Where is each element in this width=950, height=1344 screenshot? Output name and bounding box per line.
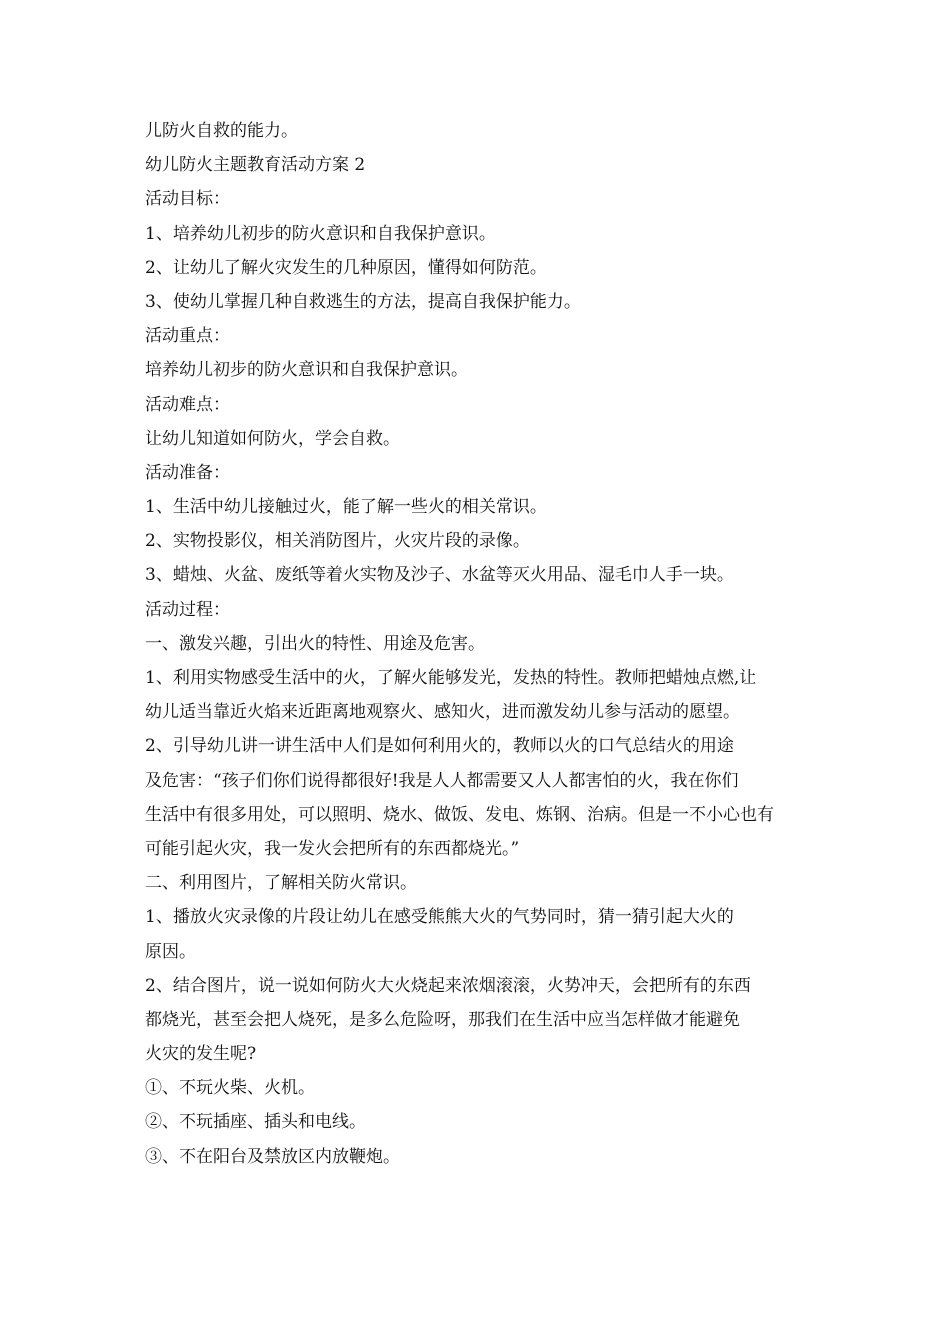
heading-process: 活动过程： [145, 599, 230, 620]
text-line: 可能引起火灾，我一发火会把所有的东西都烧光。” [145, 838, 520, 859]
text-line: 都烧光，甚至会把人烧死，是多么危险呀，那我们在生活中应当怎样做才能避免 [145, 1009, 740, 1030]
heading-key-points: 活动重点： [145, 326, 230, 347]
section-title: 幼儿防火主题教育活动方案 2 [145, 155, 366, 176]
goal-item-2: 2、让幼儿了解火灾发生的几种原因，懂得如何防范。 [145, 257, 547, 278]
preparation-item-3: 3、蜡烛、火盆、废纸等着火实物及沙子、水盆等灭火用品、湿毛巾人手一块。 [145, 565, 734, 586]
heading-preparation: 活动准备： [145, 462, 230, 483]
key-point-text: 培养幼儿初步的防火意识和自我保护意识。 [145, 360, 468, 381]
list-item: ①、不玩火柴、火机。 [145, 1078, 315, 1099]
text-line: 生活中有很多用处，可以照明、烧水、做饭、发电、炼钢、治病。但是一不小心也有 [145, 804, 774, 825]
difficulty-text: 让幼儿知道如何防火，学会自救。 [145, 428, 400, 449]
document-body [145, 114, 810, 1174]
list-item: ③、不在阳台及禁放区内放鞭炮。 [145, 1146, 400, 1167]
heading-difficulties: 活动难点： [145, 394, 230, 415]
process-step-1-heading: 一、激发兴趣，引出火的特性、用途及危害。 [145, 633, 485, 654]
text-line: 2、结合图片，说一说如何防火大火烧起来浓烟滚滚，火势冲天，会把所有的东西 [145, 975, 751, 996]
text-line: 火灾的发生呢? [145, 1044, 257, 1065]
text-line: 原因。 [145, 941, 196, 962]
text-line: 儿防火自救的能力。 [145, 121, 298, 141]
text-line: 幼儿适当靠近火焰来近距离地观察火、感知火，进而激发幼儿参与活动的愿望。 [145, 702, 740, 723]
heading-goals: 活动目标： [145, 189, 230, 210]
goal-item-3: 3、使幼儿掌握几种自救逃生的方法，提高自我保护能力。 [145, 291, 581, 312]
list-item: ②、不玩插座、插头和电线。 [145, 1112, 366, 1133]
text-line: 及危害：“孩子们你们说得都很好!我是人人都需要又人人都害怕的火，我在你们 [145, 770, 739, 791]
text-line: 2、引导幼儿讲一讲生活中人们是如何利用火的，教师以火的口气总结火的用途 [145, 736, 734, 757]
text-line: 1、播放火灾录像的片段让幼儿在感受熊熊大火的气势同时，猜一猜引起大火的 [145, 907, 734, 928]
process-step-2-heading: 二、利用图片，了解相关防火常识。 [145, 873, 417, 894]
goal-item-1: 1、培养幼儿初步的防火意识和自我保护意识。 [145, 223, 496, 244]
text-line: 1、利用实物感受生活中的火，了解火能够发光，发热的特性。教师把蜡烛点燃,让 [145, 668, 757, 688]
preparation-item-2: 2、实物投影仪，相关消防图片，火灾片段的录像。 [145, 531, 530, 552]
preparation-item-1: 1、生活中幼儿接触过火，能了解一些火的相关常识。 [145, 497, 547, 518]
